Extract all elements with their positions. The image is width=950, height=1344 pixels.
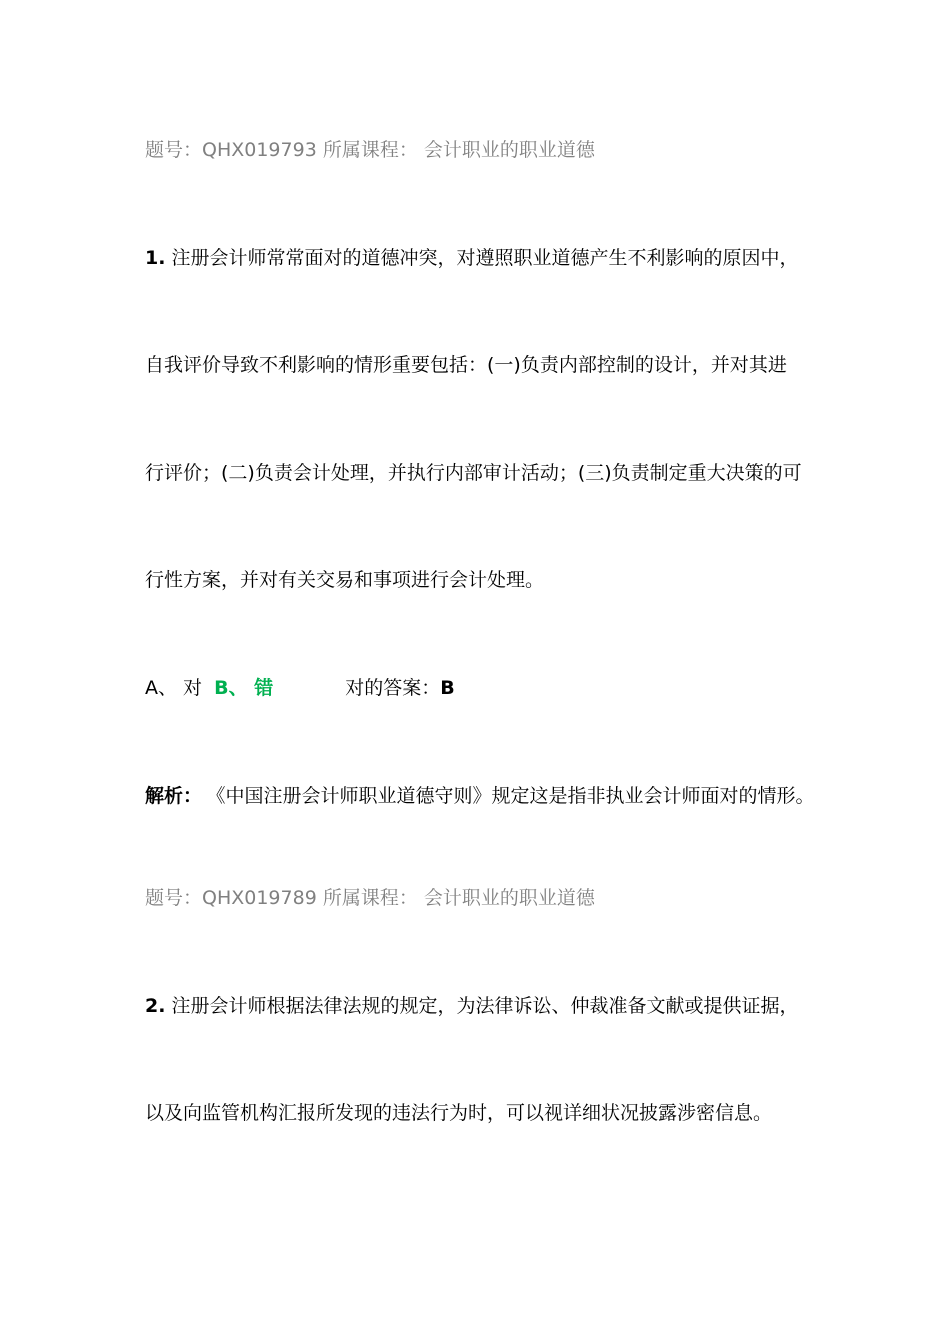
question-text: 注册会计师常常面对的道德冲突，对遵照职业道德产生不利影响的原因中， [171,247,799,269]
question-text: 注册会计师根据法律法规的规定，为法律诉讼、仲裁准备文献或提供证据， [171,995,799,1017]
question-text: 自我评价导致不利影响的情形重要包括：(一)负责内部控制的设计，并对其进 [145,354,787,376]
question-text: 行性方案，并对有关交易和事项进行会计处理。 [145,569,545,591]
options-row [145,676,455,700]
question-line [145,994,799,1018]
answer-label: 对的答案： [345,677,441,699]
question-text: 以及向监管机构汇报所发现的违法行为时，可以视详细状况披露涉密信息。 [145,1102,773,1124]
option-a: A、 对 [145,677,203,699]
question-meta: 题号：QHX019789 所属课程： 会计职业的职业道德 [145,887,595,909]
question-number: 1. [145,247,166,269]
answer-value: B [440,677,455,699]
analysis-label: 解析： [145,785,203,807]
question-text: 行评价；(二)负责会计处理，并执行内部审计活动；(三)负责制定重大决策的可 [145,462,802,484]
question-line [145,246,799,270]
question-meta: 题号：QHX019793 所属课程： 会计职业的职业道德 [145,139,595,161]
question-number: 2. [145,995,166,1017]
analysis [145,784,815,808]
analysis-text: 《中国注册会计师职业道德守则》规定这是指非执业会计师面对的情形。 [216,785,815,807]
option-b: B、 错 [214,677,274,699]
